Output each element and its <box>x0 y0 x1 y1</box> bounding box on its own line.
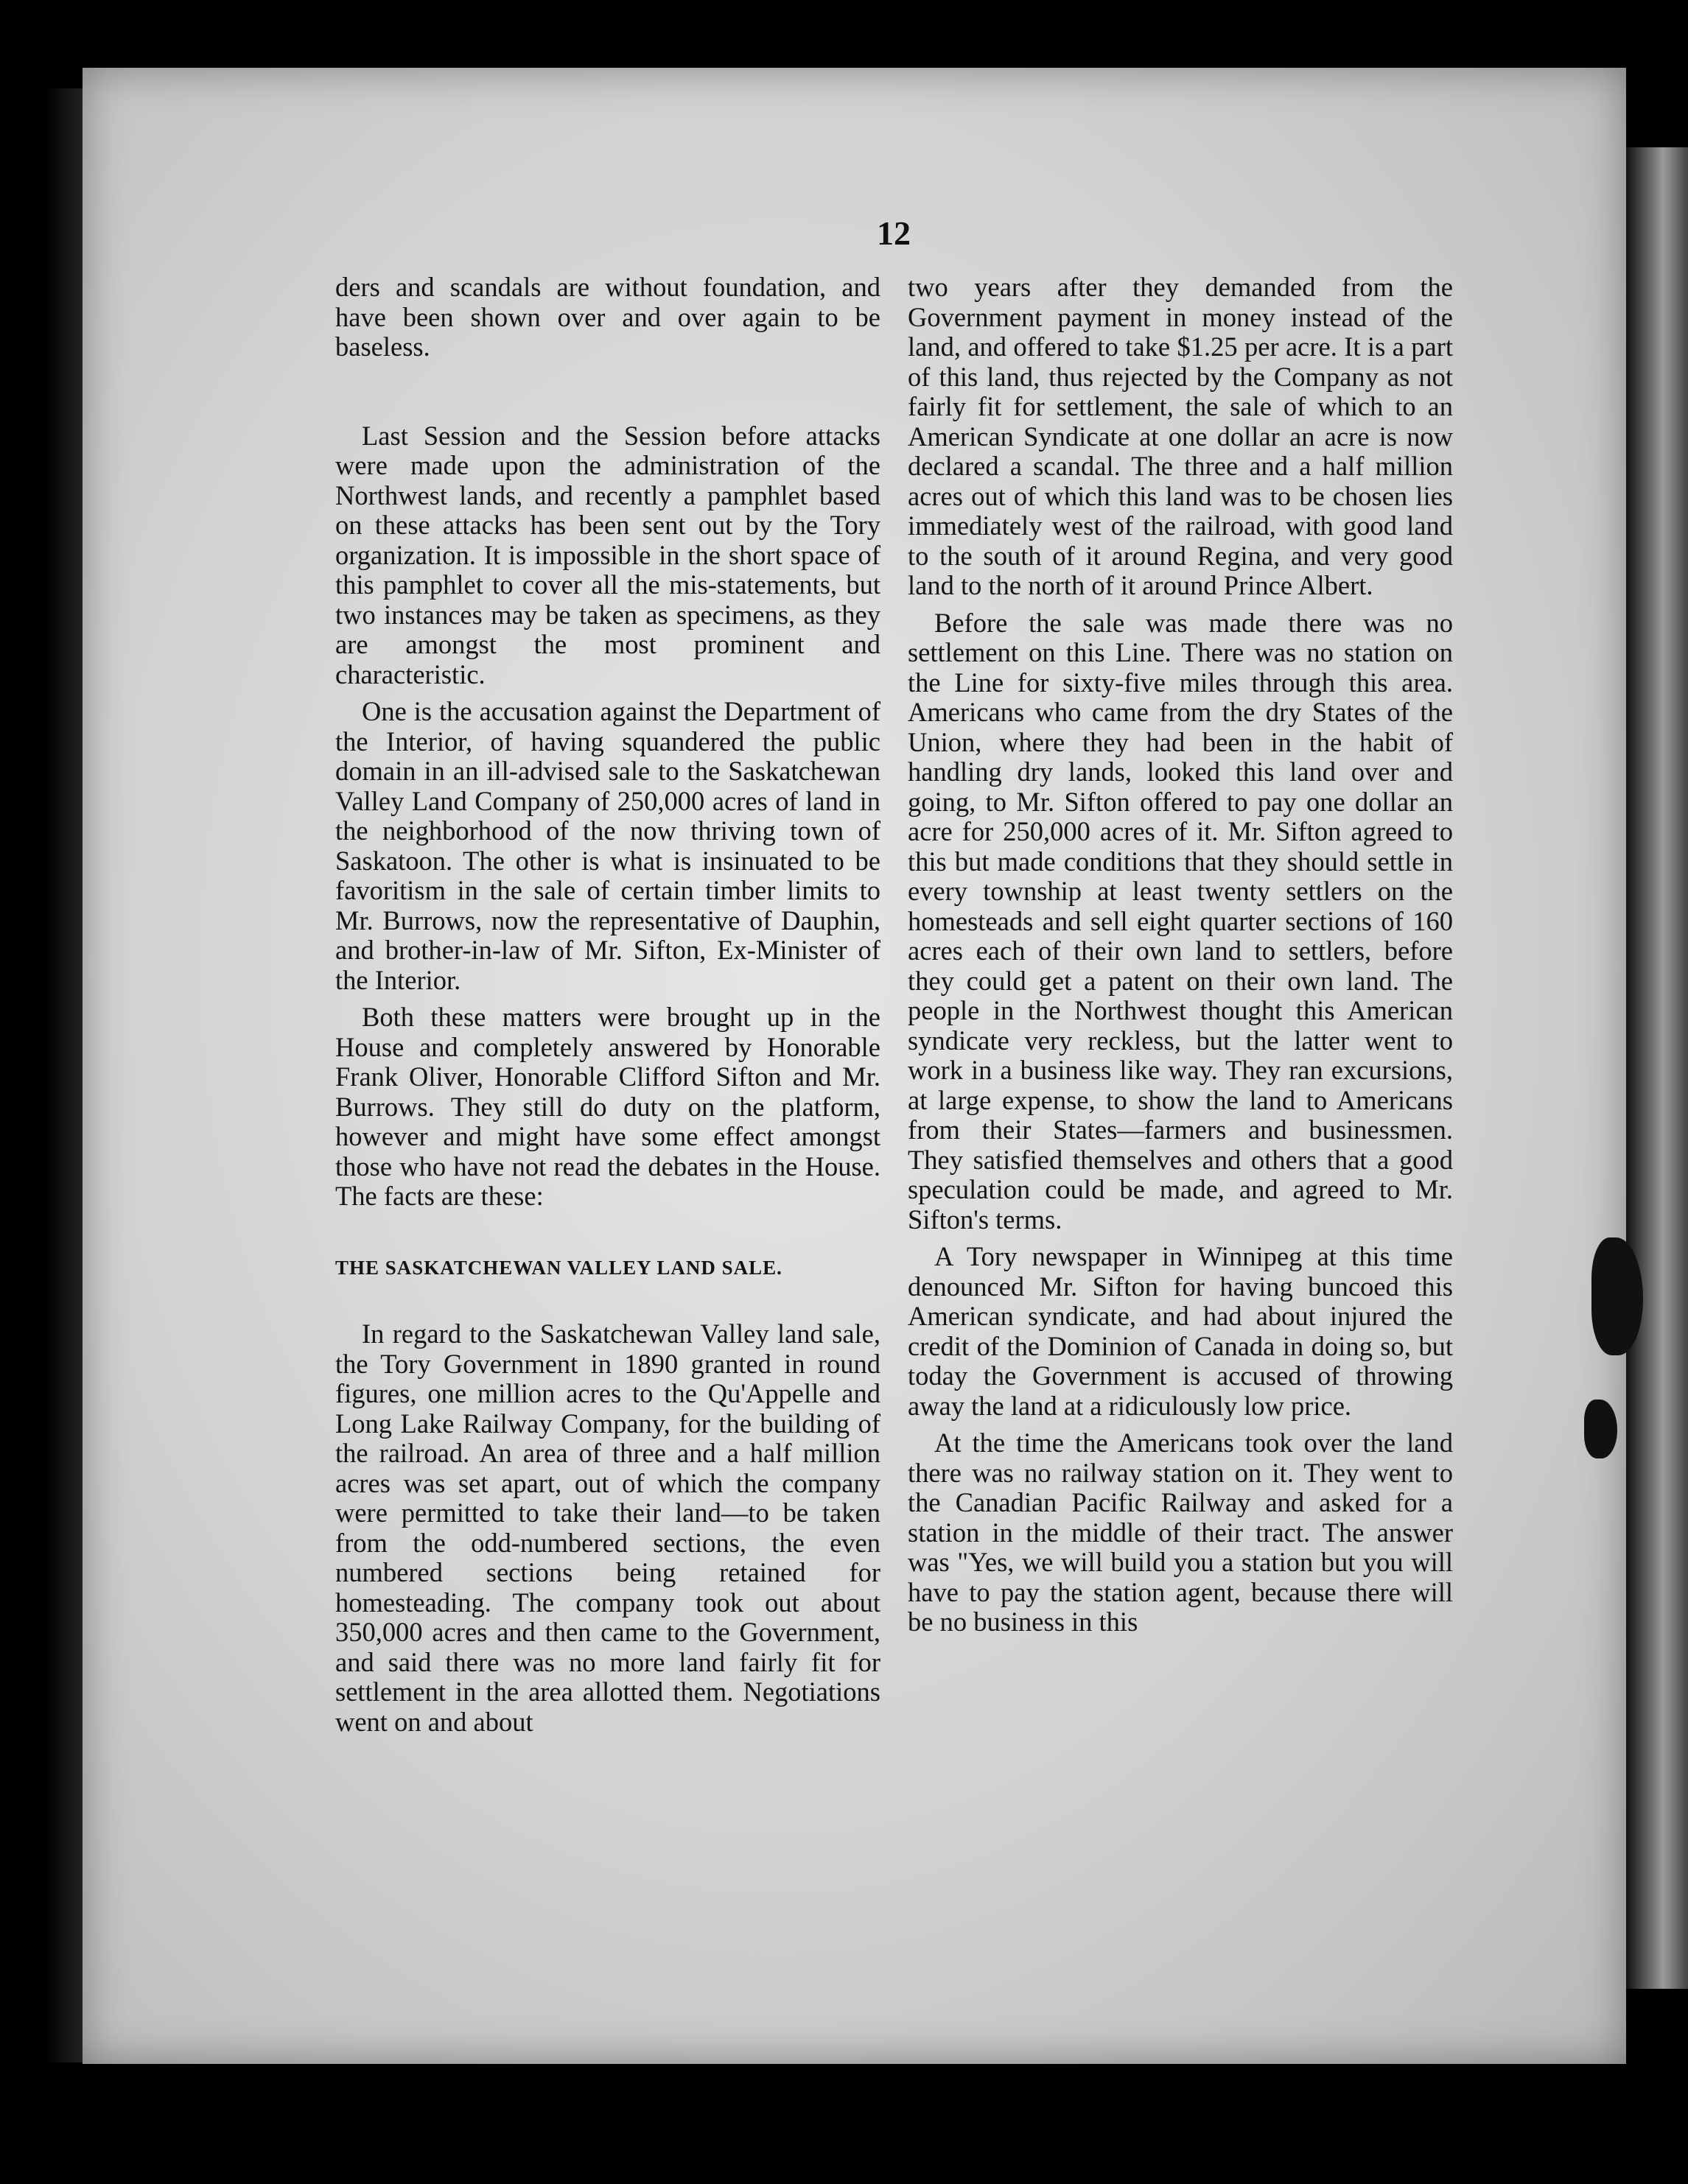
right-column <box>908 273 1453 1645</box>
ink-smudge <box>1591 1237 1643 1355</box>
page-number: 12 <box>877 214 911 252</box>
ink-smudge <box>1584 1400 1617 1458</box>
paragraph: A Tory newspaper in Winnipeg at this time denounced Mr. Sifton for having buncoed this American syndicate, and had about injured the credit of the Dominion of Canada in doing so, but today the Government is accused of throwing away the land at a ridiculously low price. <box>908 1241 1453 1421</box>
paragraph: ders and scandals are without foundation, and have been shown over and over again to be baseless. <box>335 272 880 362</box>
paragraph: In regard to the Saskatchewan Valley land sale, the Tory Government in 1890 granted in round figures, one million acres to the Qu'Appelle and Long Lake Railway Company, for the building of the railroad. An area of three and a half million acres was set apart, out of which the company were permitted to take their land—to be taken from the odd-numbered sections, the even numbered sections being retained for homesteading. The company took out about 350,000 acres and then came to the Government, and said there was no more land fairly fit for settlement in the area allotted them. Negotiations went on and about <box>335 1319 880 1737</box>
left-column <box>335 273 880 1744</box>
paragraph: Last Session and the Session before attacks were made upon the administration of the Northwest lands, and recently a pamphlet based on these attacks has been sent out by the Tory organization. It is impossible in the short space of this pamphlet to cover all the mis-statements, but two instances may be taken as specimens, as they are amongst the most prominent and characteristic. <box>335 420 880 689</box>
scan-left-edge <box>44 88 83 2062</box>
paragraph: Before the sale was made there was no settlement on this Line. There was no station on the Line for sixty-five miles through this area. Americans who came from the dry States of the Union, where they had been in the habit of handling dry lands, looked this land over and going, to Mr. Sifton offered to pay one dollar an acre for 250,000 acres of it. Mr. Sifton agreed to this but made conditions that they should settle in every township at least twenty settlers on the homesteads and sell eight quarter sections of 160 acres each of their own land to settlers, before they could get a patent on their own land. The people in the Northwest thought this American syndicate very reckless, but the latter went to work in a business like way. They ran excursions, at large expense, to show the land to Americans from their States—farmers and businessmen. They satisfied themselves and others that a good speculation could be made, and agreed to Mr. Sifton's terms. <box>908 607 1453 1235</box>
paragraph: One is the accusation against the Department of the Interior, of having squandered the public domain in an ill-advised sale to the Saskatchewan Valley Land Company of 250,000 acres of land in the neighborhood of the now thriving town of Saskatoon. The other is what is insinuated to be favoritism in the sale of certain timber limits to Mr. Burrows, now the representative of Dauphin, and brother-in-law of Mr. Sifton, Ex-Minister of the Interior. <box>335 696 880 995</box>
paragraph: two years after they demanded from the Government payment in money instead of the land, and offered to take $1.25 per acre. It is a part of this land, thus rejected by the Company as not fairly fit for settlement, the sale of which to an American Syndicate at one dollar an acre is now declared a scandal. The three and a half million acres out of which this land was to be chosen lies immediately west of the railroad, with good land to the south of it around Regina, and very good land to the north of it around Prince Albert. <box>908 272 1453 600</box>
section-heading: THE SASKATCHEWAN VALLEY LAND SALE. <box>335 1256 782 1279</box>
paragraph: Both these matters were brought up in the House and completely answered by Honorable Frank Oliver, Honorable Clifford Sifton and Mr. Burrows. They still do duty on the platform, however and might have some effect amongst those who have not read the debates in the House. The facts are these: <box>335 1002 880 1211</box>
adjacent-page-edge <box>1626 147 1688 1989</box>
paragraph: At the time the Americans took over the land there was no railway station on it. They went to the Canadian Pacific Railway and asked for a station in the middle of their tract. The answer was "Yes, we will build you a station but you will have to pay the station agent, because there will be no business in this <box>908 1428 1453 1637</box>
